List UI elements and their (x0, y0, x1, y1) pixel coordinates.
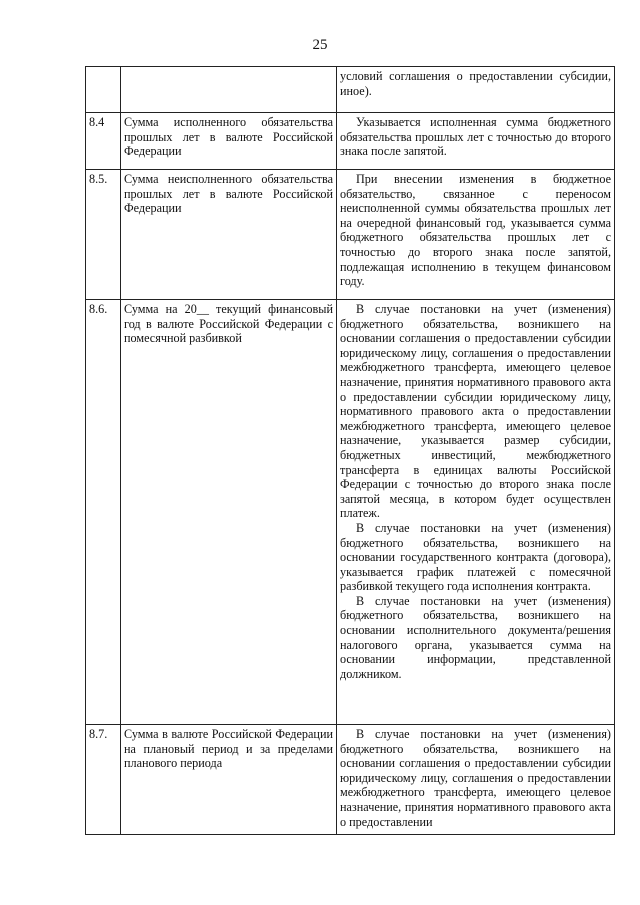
table-row (86, 300, 615, 725)
description-paragraph: условий соглашения о предоставлении субсидии, иное). (340, 69, 611, 98)
field-description (337, 113, 615, 170)
field-description (337, 300, 615, 725)
row-number: 8.5. (86, 170, 121, 300)
field-name: Сумма исполненного обязательства прошлых лет в валюте Российской Федерации (121, 113, 337, 170)
description-paragraph: В случае постановки на учет (изменения) бюджетного обязательства, возникшего на основании соглашения о предоставлении субсидии юридическому лицу, соглашения о предоставлении межбюджетного трансферта, имеющего целевое назначение, принятия нормативного правового акта о предоставлении субсидии юридическому лицу, нормативного правового акта о предоставлении межбюджетного трансферта, имеющего целевое назначение, указывается размер субсидии, бюджетных инвестиций, межбюджетного трансферта в единицах валюты Российской Федерации с точностью до второго знака после запятой месяца, в котором будет осуществлен платеж. (340, 302, 611, 521)
description-paragraph: Указывается исполненная сумма бюджетного обязательства прошлых лет с точностью до второго знака после запятой. (340, 115, 611, 159)
table-row (86, 113, 615, 170)
row-number: 8.7. (86, 725, 121, 835)
table-row (86, 67, 615, 113)
field-name: Сумма в валюте Российской Федерации на плановый период и за пределами планового периода (121, 725, 337, 835)
description-paragraph: В случае постановки на учет (изменения) бюджетного обязательства, возникшего на основании исполнительного документа/решения налогового органа, указывается сумма на основании информации, представленной должником. (340, 593, 611, 681)
table-row (86, 725, 615, 835)
description-paragraph: В случае постановки на учет (изменения) бюджетного обязательства, возникшего на основании государственного контракта (договора), указывается график платежей с помесячной разбивкой текущего года исполнения контракта. (340, 520, 611, 594)
field-name (121, 67, 337, 113)
field-description (337, 725, 615, 835)
page-number: 25 (312, 37, 328, 53)
description-paragraph: При внесении изменения в бюджетное обязательство, связанное с переносом неисполненной суммы обязательства прошлых лет на очередной финансовый год, указывается сумма бюджетного обязательства прошлых лет с точностью до второго знака после запятой, подлежащая исполнению в текущем финансовом году. (340, 172, 611, 289)
field-name: Сумма на 20__ текущий финансовый год в валюте Российской Федерации с помесячной разбивкой (121, 300, 337, 725)
row-number (86, 67, 121, 113)
row-number: 8.4 (86, 113, 121, 170)
field-description-table (85, 66, 615, 835)
field-description (337, 170, 615, 300)
description-paragraph: В случае постановки на учет (изменения) бюджетного обязательства, возникшего на основании соглашения о предоставлении субсидии юридическому лицу, соглашения о предоставлении межбюджетного трансферта, имеющего целевое назначение, принятия нормативного правового акта о предоставлении (340, 727, 611, 829)
field-name: Сумма неисполненного обязательства прошлых лет в валюте Российской Федерации (121, 170, 337, 300)
field-description (337, 67, 615, 113)
table-row (86, 170, 615, 300)
row-number: 8.6. (86, 300, 121, 725)
